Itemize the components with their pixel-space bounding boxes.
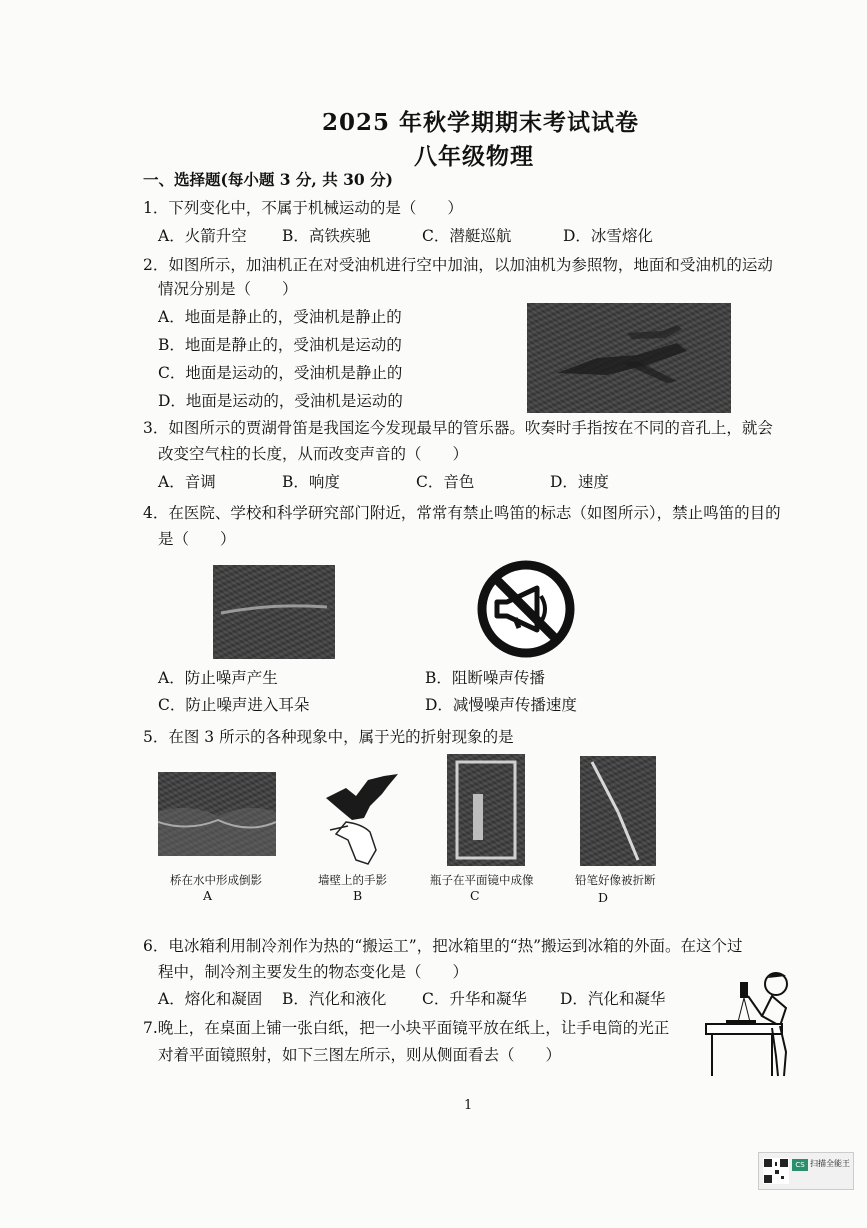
q3-option-c: C．音色 xyxy=(416,473,475,491)
q6-option-a: A．熔化和凝固 xyxy=(158,990,263,1008)
person-flashlight-icon xyxy=(702,966,812,1078)
mirror-bottle-icon xyxy=(447,754,525,866)
q2-option-d: D．地面是运动的，受油机是运动的 xyxy=(158,392,403,410)
figure-d-bent-pencil xyxy=(580,756,656,866)
qr-code-icon xyxy=(763,1158,789,1184)
question-6-stem-line1: 6．电冰箱利用制冷剂作为热的“搬运工”，把冰箱里的“热”搬运到冰箱的外面。在这个过 xyxy=(143,937,743,955)
question-4-stem-line1: 4．在医院、学校和科学研究部门附近，常常有禁止鸣笛的标志（如图所示），禁止鸣笛的目的 xyxy=(143,504,781,522)
cs-badge: CS xyxy=(792,1159,808,1171)
bent-pencil-icon xyxy=(580,756,656,866)
no-honking-icon xyxy=(475,558,577,660)
q3-option-a: A．音调 xyxy=(158,473,216,491)
q4-option-b: B．阻断噪声传播 xyxy=(425,669,545,687)
q2-option-c: C．地面是运动的，受油机是静止的 xyxy=(158,364,403,382)
q6-option-c: C．升华和凝华 xyxy=(422,990,527,1008)
q1-option-d: D．冰雪熔化 xyxy=(563,227,653,245)
figure-b-letter: B xyxy=(353,888,363,903)
q3-option-b: B．响度 xyxy=(282,473,340,491)
q1-option-b: B．高铁疾驰 xyxy=(282,227,371,245)
q6-option-b: B．汽化和液化 xyxy=(282,990,387,1008)
question-2-stem-line2: 情况分别是（ ） xyxy=(158,280,298,298)
no-honking-sign xyxy=(475,558,577,660)
section-heading: 一、选择题(每小题 3 分, 共 30 分) xyxy=(143,170,393,189)
scanner-watermark xyxy=(758,1152,854,1190)
question-7-stem-line2: 对着平面镜照射，如下三图左所示，则从侧面看去（ ） xyxy=(158,1046,562,1064)
question-5-stem: 5．在图 3 所示的各种现象中，属于光的折射现象的是 xyxy=(143,728,514,746)
q1-option-c: C．潜艇巡航 xyxy=(422,227,512,245)
q3-option-d: D．速度 xyxy=(550,473,609,491)
figure-c-caption: 瓶子在平面镜中成像 xyxy=(430,873,534,887)
q2-option-a: A．地面是静止的，受油机是静止的 xyxy=(158,308,402,326)
bone-flute-photo xyxy=(213,565,335,659)
flashlight-mirror-illustration xyxy=(702,966,812,1078)
question-1-stem: 1．下列变化中，不属于机械运动的是（ ） xyxy=(143,199,463,217)
figure-d-caption: 铅笔好像被折断 xyxy=(575,873,656,887)
exam-subtitle: 八年级物理 xyxy=(414,143,534,170)
figure-c-letter: C xyxy=(470,888,480,903)
figure-a-letter: A xyxy=(203,888,213,903)
figure-b-hand-shadow xyxy=(318,770,404,866)
question-6-stem-line2: 程中，制冷剂主要发生的物态变化是（ ） xyxy=(158,963,469,981)
figure-b-caption: 墙壁上的手影 xyxy=(318,873,387,887)
figure-d-letter: D xyxy=(598,890,609,905)
q6-option-d: D．汽化和凝华 xyxy=(560,990,666,1008)
figure-c-bottle-mirror xyxy=(447,754,525,866)
q4-option-a: A．防止噪声产生 xyxy=(158,669,278,687)
aircraft-silhouette-icon xyxy=(527,303,731,413)
question-3-stem-line1: 3．如图所示的贾湖骨笛是我国迄今发现最早的管乐器。吹奏时手指按在不同的音孔上，就会 xyxy=(143,419,773,437)
q1-option-a: A．火箭升空 xyxy=(158,227,247,245)
figure-a-bridge-reflection xyxy=(158,772,276,856)
question-2-stem-line1: 2．如图所示，加油机正在对受油机进行空中加油，以加油机为参照物，地面和受油机的运动 xyxy=(143,256,773,274)
question-7-stem-line1: 7.晚上，在桌面上铺一张白纸，把一小块平面镜平放在纸上，让手电筒的光正 xyxy=(143,1019,670,1037)
hand-shadow-icon xyxy=(318,770,404,866)
q4-option-c: C．防止噪声进入耳朵 xyxy=(158,696,310,714)
q2-option-b: B．地面是静止的，受油机是运动的 xyxy=(158,336,402,354)
scanner-app-name: 扫描全能王 xyxy=(810,1159,850,1168)
question-3-stem-line2: 改变空气柱的长度，从而改变声音的（ ） xyxy=(158,445,469,463)
question-4-stem-line2: 是（ ） xyxy=(158,530,236,548)
page-number: 1 xyxy=(464,1098,473,1113)
figure-a-caption: 桥在水中形成倒影 xyxy=(170,873,262,887)
exam-title: 2025 年秋学期期末考试试卷 xyxy=(322,109,640,136)
bone-flute-icon xyxy=(213,565,335,659)
refueling-aircraft-photo xyxy=(527,303,731,413)
bridge-reflection-icon xyxy=(158,772,276,856)
q4-option-d: D．减慢噪声传播速度 xyxy=(425,696,577,714)
